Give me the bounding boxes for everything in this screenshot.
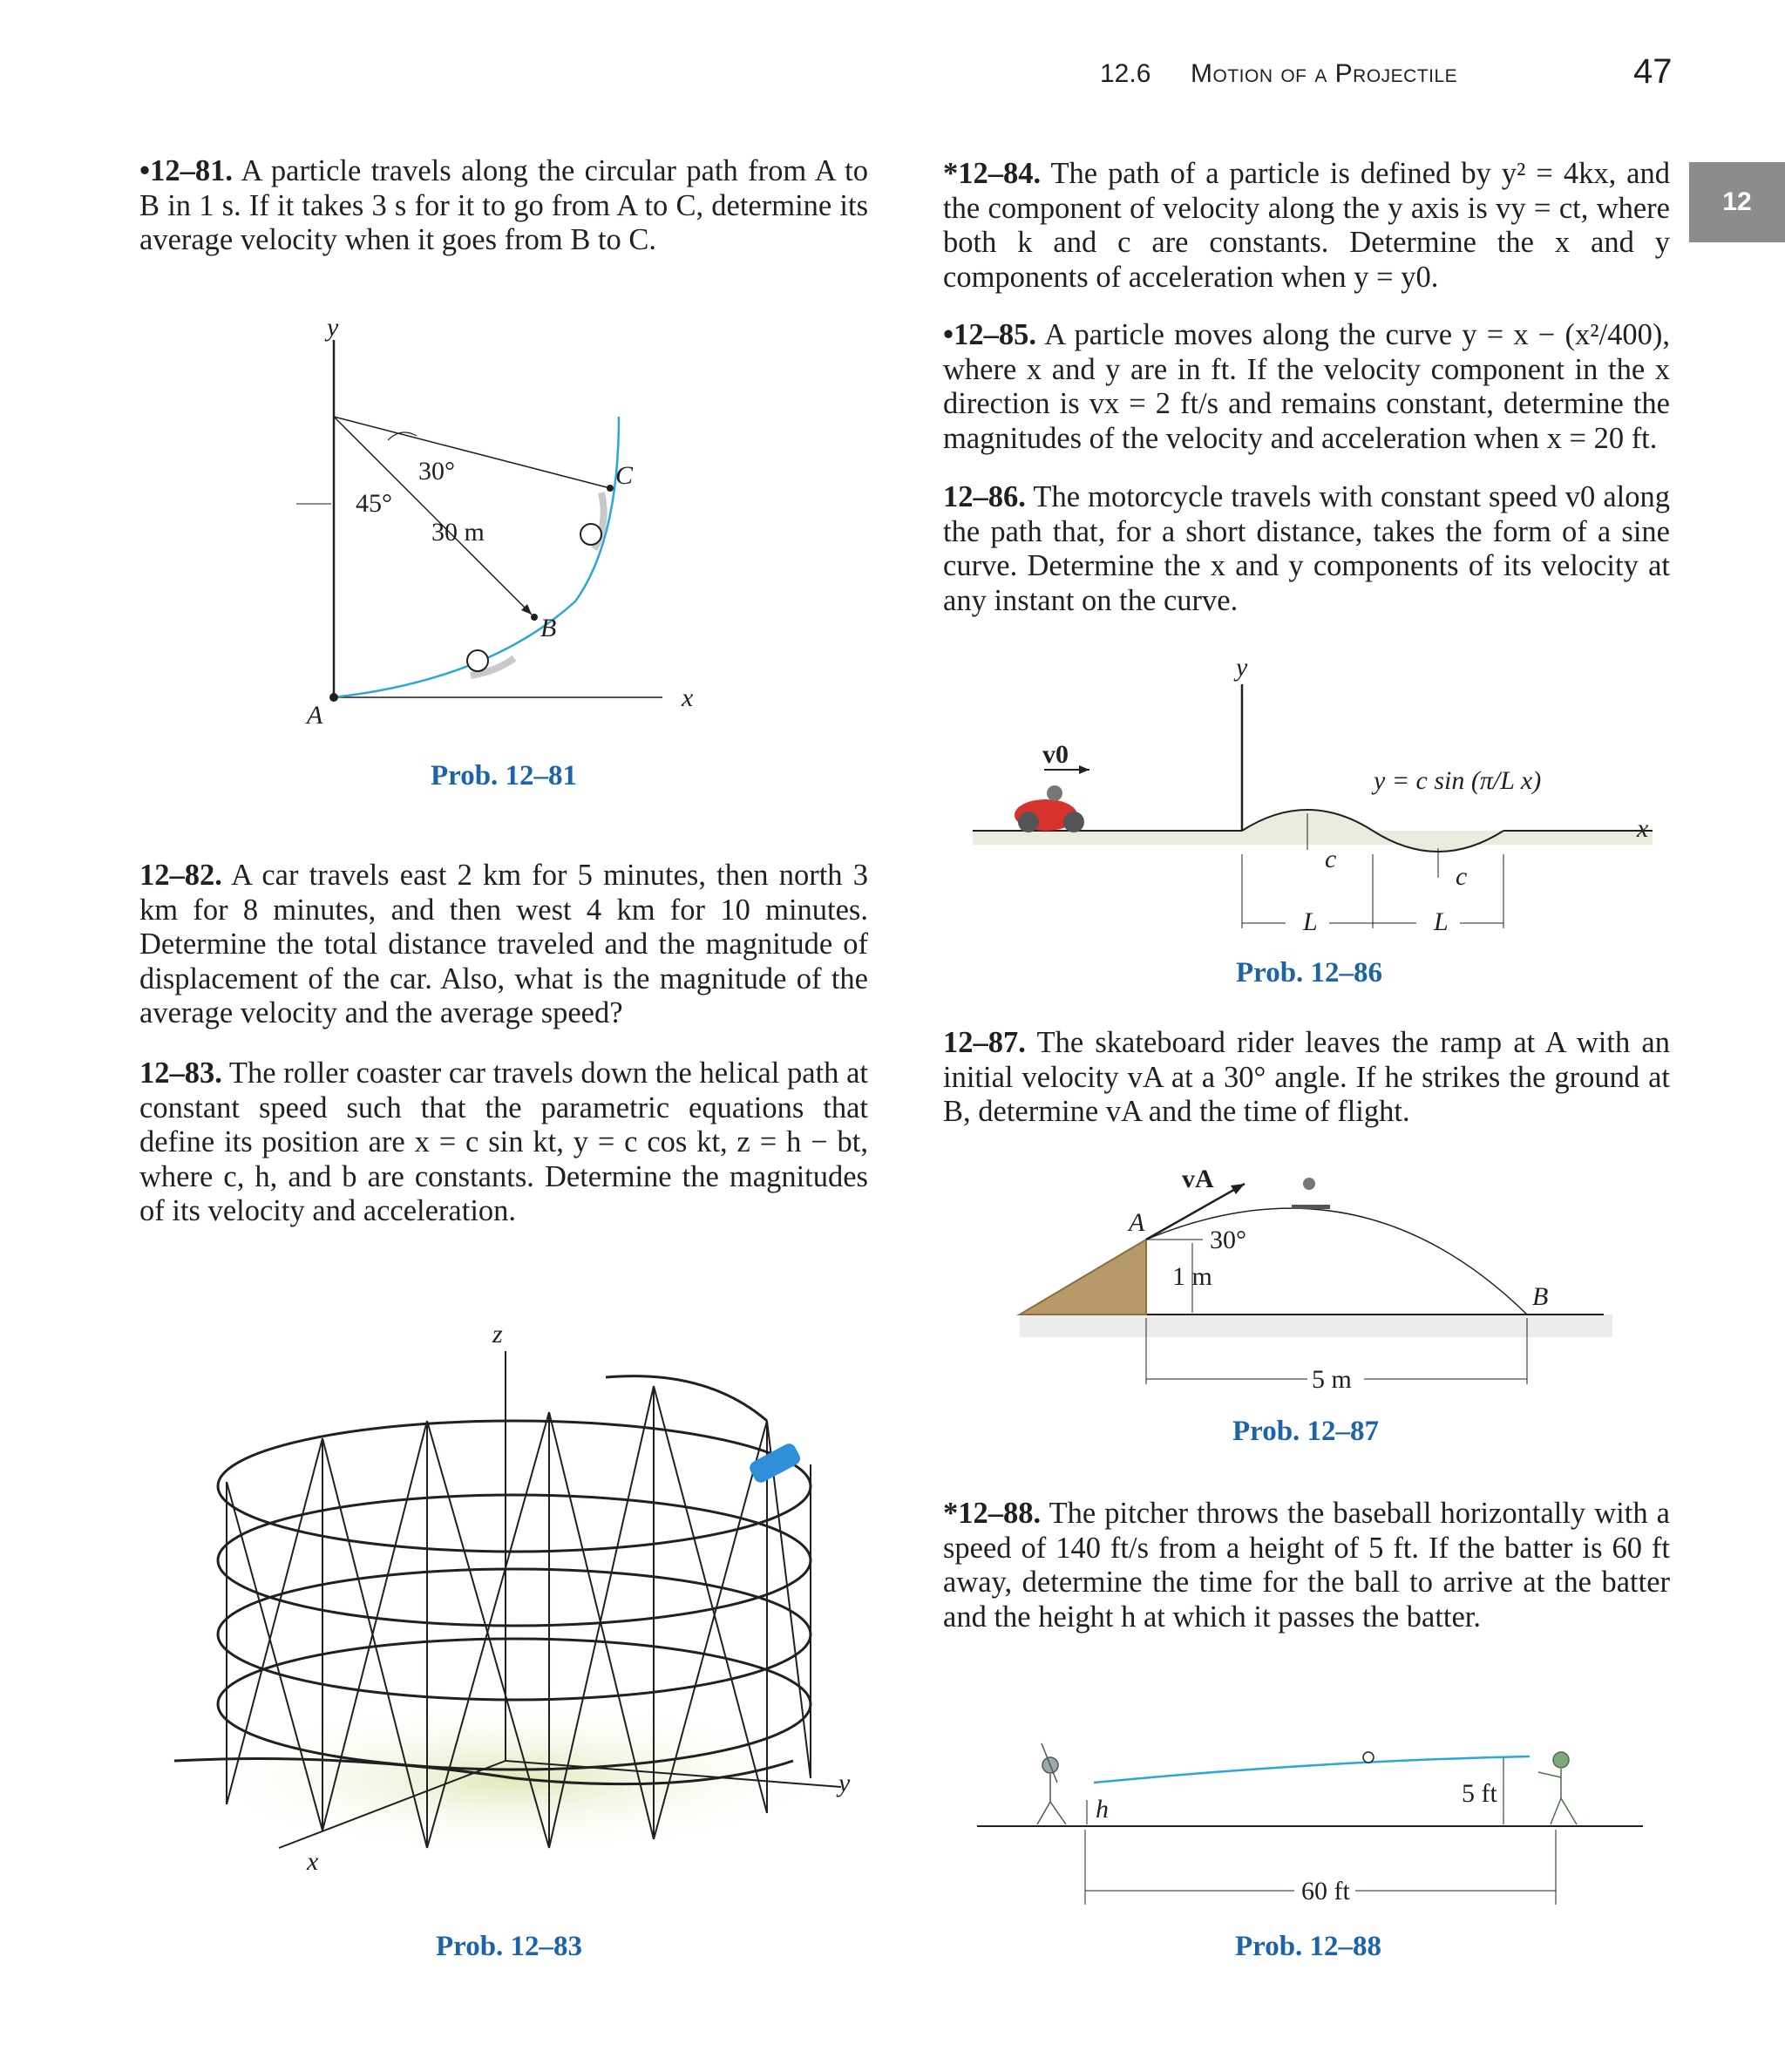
problem-12-81 bbox=[139, 154, 868, 258]
distance-60ft-label: 60 ft bbox=[1301, 1877, 1350, 1906]
problem-number: •12–81. bbox=[139, 154, 233, 187]
problem-12-88 bbox=[943, 1497, 1670, 1634]
caption-12-86: Prob. 12–86 bbox=[1236, 957, 1383, 988]
problem-12-84 bbox=[943, 157, 1670, 295]
figure-12-88 bbox=[972, 1722, 1652, 1913]
height-label: 1 m bbox=[1172, 1262, 1212, 1291]
problem-text: The path of a particle is defined by y² = 4kx, and the component of velocity along the y axis is vy = ct, where both k and c are constants. Determine the x and y components of acceleration when y = y0. bbox=[943, 157, 1670, 294]
angle-30-label: 30° bbox=[418, 457, 455, 486]
x-axis-label: x bbox=[1637, 814, 1649, 843]
problem-number: 12–82. bbox=[139, 859, 222, 892]
point-a-label: A bbox=[307, 701, 323, 730]
velocity-v0-label: v0 bbox=[1042, 740, 1069, 769]
x-axis-label: x bbox=[307, 1847, 319, 1876]
problem-12-86 bbox=[943, 480, 1670, 618]
problem-12-85 bbox=[943, 318, 1670, 456]
equation-label: y = c sin (π/L x) bbox=[1374, 766, 1542, 795]
amplitude-c2-label: c bbox=[1456, 862, 1468, 891]
problem-text: The roller coaster car travels down the helical path at constant speed such that the parametric equations that define its position are x = c sin kt, y = c cos kt, z = h − bt, where c, h, and b are constants. Determine the magnitudes of its velocity and acceleration. bbox=[139, 1056, 868, 1227]
velocity-va-label: vA bbox=[1182, 1165, 1214, 1193]
x-axis-label: x bbox=[682, 683, 694, 712]
problem-number: 12–87. bbox=[943, 1026, 1026, 1059]
length-l2-label: L bbox=[1434, 907, 1449, 936]
caption-12-87: Prob. 12–87 bbox=[1232, 1416, 1380, 1447]
problem-text: The pitcher throws the baseball horizontally with a speed of 140 ft/s from a height of 5 ft. If the batter is 60 ft away, determine the time for the ball to arrive at the batter and the height h at which it passes the batter. bbox=[943, 1497, 1670, 1634]
problem-number: *12–84. bbox=[943, 157, 1042, 190]
point-c-label: C bbox=[615, 461, 634, 490]
figure-12-83 bbox=[166, 1308, 872, 1883]
point-b-label: B bbox=[540, 614, 557, 642]
problem-text: A car travels east 2 km for 5 minutes, then north 3 km for 8 minutes, and then west 4 km for 10 minutes. Determine the total distance traveled and the magnitude of displacement of the car. Also, what is the magnitude of the average velocity and the average speed? bbox=[139, 859, 868, 1029]
problem-12-82 bbox=[139, 859, 868, 1031]
section-title: Motion of a Projectile bbox=[1191, 59, 1458, 88]
problem-text: A particle moves along the curve y = x − (x²/400), where x and y are in ft. If the velocity component in the x direction is vx = 2 ft/s and remains constant, determine the magnitudes of the velocity and acceleration when x = 20 ft. bbox=[943, 318, 1670, 455]
caption-12-83: Prob. 12–83 bbox=[436, 1931, 583, 1962]
z-axis-label: z bbox=[492, 1320, 503, 1348]
height-h-label: h bbox=[1096, 1795, 1109, 1824]
caption-12-88: Prob. 12–88 bbox=[1235, 1931, 1382, 1962]
problem-text: A particle travels along the circular path from A to B in 1 s. If it takes 3 s for it to go from A to C, determine its average velocity when it goes from B to C. bbox=[139, 154, 868, 256]
problem-text: The skateboard rider leaves the ramp at A with an initial velocity vA at a 30° angle. If he strikes the ground at B, determine vA and the time of flight. bbox=[943, 1026, 1670, 1128]
problem-text: The motorcycle travels with constant speed v0 along the path that, for a short distance, takes the form of a sine curve. Determine the x and y components of its velocity at any instant on the curve. bbox=[943, 480, 1670, 617]
caption-12-81: Prob. 12–81 bbox=[431, 760, 578, 791]
chapter-tab: 12 bbox=[1689, 162, 1785, 242]
problem-number: •12–85. bbox=[943, 318, 1036, 351]
figure-12-81 bbox=[288, 314, 741, 732]
point-a-label: A bbox=[1129, 1208, 1145, 1237]
angle-label: 30° bbox=[1210, 1226, 1246, 1254]
height-5ft-label: 5 ft bbox=[1462, 1779, 1497, 1808]
amplitude-c1-label: c bbox=[1325, 845, 1337, 873]
radius-label: 30 m bbox=[431, 518, 485, 547]
problem-number: 12–86. bbox=[943, 480, 1026, 513]
problem-number: *12–88. bbox=[943, 1497, 1042, 1530]
figure-12-86 bbox=[967, 649, 1665, 946]
section-number: 12.6 bbox=[1100, 59, 1151, 88]
point-b-label: B bbox=[1532, 1282, 1549, 1311]
length-l1-label: L bbox=[1303, 907, 1318, 936]
y-axis-label: y bbox=[327, 314, 339, 342]
page-number: 47 bbox=[1633, 52, 1673, 91]
problem-number: 12–83. bbox=[139, 1056, 222, 1090]
distance-label: 5 m bbox=[1312, 1365, 1352, 1394]
angle-45-label: 45° bbox=[356, 489, 392, 518]
problem-12-87 bbox=[943, 1026, 1670, 1130]
y-axis-label: y bbox=[838, 1769, 851, 1797]
problem-12-83 bbox=[139, 1056, 868, 1229]
y-axis-label: y bbox=[1236, 653, 1248, 682]
figure-12-87 bbox=[1011, 1159, 1621, 1403]
